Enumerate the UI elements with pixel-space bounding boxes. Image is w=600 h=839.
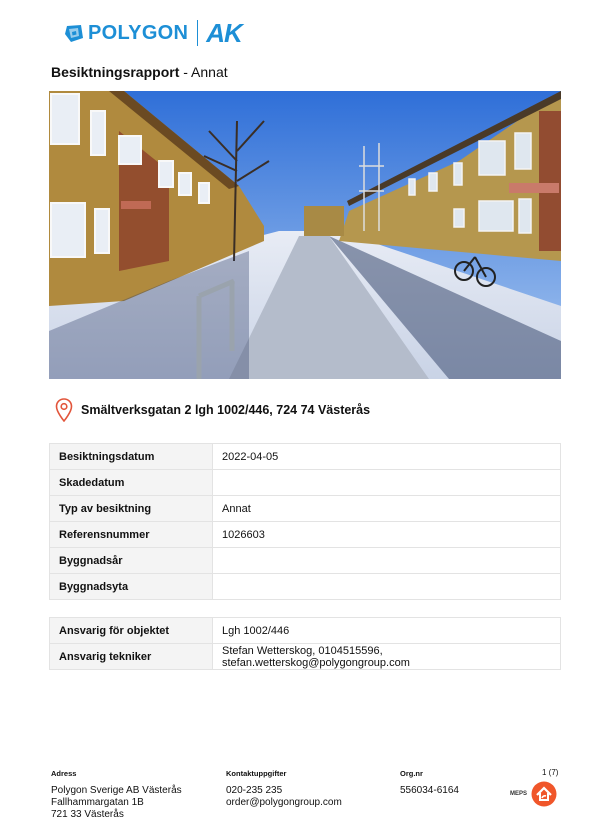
title-bold: Besiktningsrapport [51,64,180,80]
responsible-label: Ansvarig för objektet [50,618,213,644]
responsible-value: Stefan Wetterskog, 0104515596, stefan.wetterskog@polygongroup.com [213,644,561,670]
detail-value: 2022-04-05 [213,444,561,470]
footer-org-number: 556034-6164 [400,785,459,796]
page-title [51,64,228,80]
table-row [50,444,561,470]
page-number: 1 (7) [542,768,559,777]
footer-contact-phone: 020-235 235 [226,785,283,796]
property-address: Smältverksgatan 2 lgh 1002/446, 724 74 Västerås [81,403,371,417]
polygon-logo-icon [63,22,85,44]
logo-brand-text: POLYGON [88,21,189,44]
footer-address-heading: Adress [51,769,77,778]
responsibles-body [50,618,561,670]
table-row [50,618,561,644]
detail-label: Byggnadsår [50,548,213,574]
meps-logo [510,781,557,807]
detail-label: Referensnummer [50,522,213,548]
company-logo [63,18,242,48]
detail-label: Byggnadsyta [50,574,213,600]
table-row [50,496,561,522]
table-row [50,574,561,600]
footer-contact-heading: Kontaktuppgifter [226,769,287,778]
footer-address-line: Fallhammargatan 1B [51,797,144,808]
detail-value [213,470,561,496]
title-rest: - Annat [179,64,228,80]
footer-address [51,768,182,821]
table-row [50,644,561,670]
inspection-photo [49,91,561,379]
responsible-label: Ansvarig tekniker [50,644,213,670]
footer-org-heading: Org.nr [400,769,423,778]
footer-org [400,768,459,797]
table-row [50,548,561,574]
meps-label: MEPS [510,791,528,797]
footer-contact [226,768,342,809]
detail-label: Typ av besiktning [50,496,213,522]
detail-value: Annat [213,496,561,522]
table-row [50,470,561,496]
logo-divider [197,20,198,46]
meps-logo-icon [531,781,557,807]
responsible-value: Lgh 1002/446 [213,618,561,644]
location-pin-icon [55,398,73,422]
inspection-details-table [49,443,561,600]
detail-label: Skadedatum [50,470,213,496]
detail-value: 1026603 [213,522,561,548]
inspection-details-body [50,444,561,600]
detail-value [213,548,561,574]
detail-value [213,574,561,600]
table-row [50,522,561,548]
responsibles-table [49,617,561,670]
footer-contact-email: order@polygongroup.com [226,797,342,808]
detail-label: Besiktningsdatum [50,444,213,470]
footer-address-line: 721 33 Västerås [51,809,124,820]
address-row [55,398,370,422]
footer-address-line: Polygon Sverige AB Västerås [51,785,182,796]
logo-partner-text: AK [206,17,242,48]
